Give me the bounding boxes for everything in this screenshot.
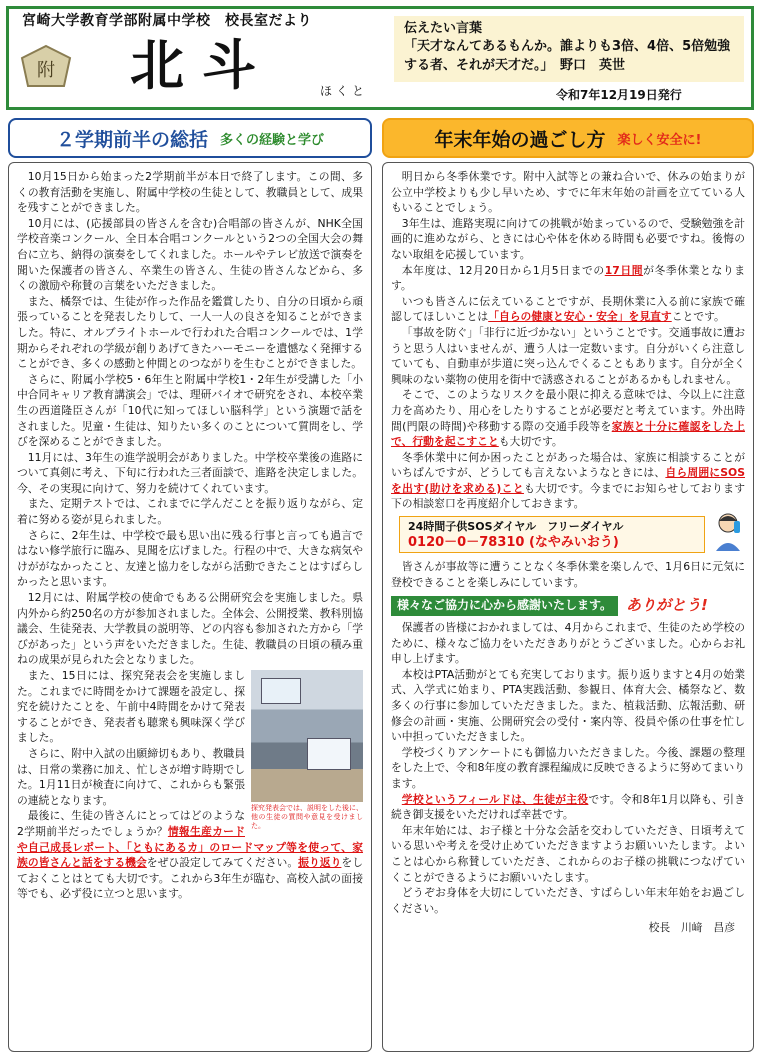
paragraph: 12月には、附属学校の使命でもある公開研究会を実施しました。県内外から約250名の方が参加されました。全体会、公開授業、教科別協議会、生徒発表、大学教員の説明等、どの内容も参加された方から「学びがあった」という声をいただきました。生徒、教職員の日頃の積み重ねの成果が見られた会となりました。 — [17, 591, 363, 667]
paragraph: また、15日には、探究発表会を実施しました。これまでに時間をかけて課題を設定し、探究を続けたことを、午前中4時間をかけて発表することができ、発表者も聴衆も興味深く学びました。 — [17, 669, 245, 745]
text-run: も大切です。今までにお知らせしております下の相談窓口を再度紹介しておきます。 — [391, 481, 746, 511]
quote-title: 伝えたい言葉 — [404, 21, 483, 36]
paragraph: 3年生は、進路実現に向けての挑戦が始まっているので、受験勉強を計画的に進めながら、ときには心や体を休める時間も必要ですね。後悔のない取組を応援しています。 — [391, 216, 745, 261]
text-run: が冬季休業となります。 — [391, 263, 746, 293]
highlight-text: 振り返り — [298, 856, 342, 870]
logo-reading: ほくと — [320, 84, 369, 98]
left-section-subtitle: 多くの経験と学び — [220, 132, 325, 148]
signature: 校長 川﨑 昌彦 — [648, 921, 735, 935]
highlight-text: 17日間 — [604, 263, 644, 277]
text-run: 最後に、生徒の皆さんにとってはどのような2学期前半だったでしょうか？ — [17, 809, 245, 838]
paragraph — [391, 792, 745, 823]
thanks-header — [391, 596, 745, 616]
right-section-header — [382, 118, 754, 158]
school-name: 宮崎大学教育学部附属中学校 校長室だより — [22, 13, 312, 29]
school-emblem-icon — [20, 44, 72, 90]
right-section-title: 年末年始の過ごし方 — [434, 128, 606, 151]
photo-screen — [307, 738, 351, 770]
quote-text: 「天才なんてあるもんか。誰よりも3倍、4倍、5倍勉強する者、それが天才だ。」 野口 英世 — [404, 39, 731, 73]
text-run: 本年度は、12月20日から1月5日までの — [401, 263, 605, 277]
paragraph: 本校はPTA活動がとても充実しております。振り返りますと4月の始業式、入学式に始まり、PTA実践活動、参観日、体育大会、橘祭など、数多くの行事に参加していただきました。また、植栽活動、広報活動、研修会の計画・実施、公開研究会の受付・案内等、役員や係の仕事を忙しい中担っていただきました。 — [391, 667, 745, 744]
text-run: そこで、このようなリスクを最小限に抑える意味では、今以上に注意力を高めたり、用心をしたりすることが必要だと考えています。外出時間(門限の時間)や移動する際の交通手段等を — [391, 388, 745, 433]
thanks-arigato: ありがとう! — [626, 596, 708, 615]
right-section-subtitle: 楽しく安全に! — [617, 132, 702, 148]
left-column — [8, 162, 372, 1052]
paragraph — [391, 450, 745, 512]
thanks-title: 様々なご協力に心から感謝いたします。 — [391, 596, 618, 616]
paragraph: さらに、附属小学校5・6年生と附属中学校1・2年生が受講した「小中合同キャリア教育講演会」では、理研バイオで研究をされ、本校卒業生の西道隆臣さんが「10代に知ってほしい脳科学」という演題で話をされました。児童・生徒は、知りたい多くのことについて質問をし、学びを深めることができました。 — [17, 372, 363, 449]
paragraph: 学校づくりアンケートにも御協力いただきました。今後、課題の整理をした上で、令和8年度の教育課程編成に反映できるように努めてまいります。 — [391, 745, 745, 790]
issue-date: 令和7年12月19日発行 — [556, 88, 682, 102]
paragraph: さらに、附中入試の出願締切もあり、教職員は、日常の業務に加え、忙しさが増す時期でした。1月11日が検査に向けて、これからも緊張の連続となります。 — [17, 746, 245, 807]
paragraph — [391, 294, 745, 325]
emblem-text: 附 — [37, 60, 55, 81]
presentation-photo — [251, 670, 363, 802]
text-run: をしておくことはとても大切です。これから3年生が臨む、高校入試の面接等でも、必ず役に立つと思います。 — [17, 856, 364, 901]
text-run: です。令和8年1月以降も、引き続き御支援をいただければ幸甚です。 — [391, 792, 745, 822]
paragraph: 10月には、(応援部員の皆さんを含む)合唱部の皆さんが、NHK全国学校音楽コンクール、全日本合唱コンクールという2つの全国大会の舞台に立ち、納得の演奏をしてくれました。ホールやテレビ放送で演奏を聞いた保護者の皆さん、卒業生の皆さん、生徒の皆さんなどから、多くの激励や称賛の言葉をいただきました。 — [17, 216, 363, 293]
paragraph: 11月には、3年生の進学説明会がありました。中学校卒業後の進路について真剣に考え、下旬に行われた三者面談で、進路を決定しました。今、その実現に向けて、努力を続けてくれています。 — [17, 450, 363, 495]
quote-box — [394, 16, 744, 82]
paragraph: また、定期テストでは、これまでに学んだことを振り返りながら、定着に努める姿が見られました。 — [17, 497, 363, 527]
photo-screen — [261, 678, 301, 704]
left-section-header — [8, 118, 372, 158]
highlight-text: 情報生産カードや自己成長レポート、「ともにあるカ」のロードマップ等を使って、家族の皆さんと話をする機会 — [17, 824, 363, 870]
text-run: をぜひ設定してみてください。 — [146, 856, 299, 870]
text-run: いつも皆さんに伝えていることですが、長期休業に入る前に家族で確認してほしいことは — [391, 294, 745, 324]
paragraph: 10月15日から始まった2学期前半が本日で終了します。この間、多くの教育活動を実施し、附属中学校の生徒として、教職員として、成果を残すことができました。 — [17, 170, 363, 215]
highlight-text: 「自らの健康と安心・安全」を見直す — [488, 310, 672, 324]
sos-hotline-label: 24時間子供SOSダイヤル フリーダイヤル — [408, 520, 624, 534]
right-column — [382, 162, 754, 1052]
paragraph: 「事故を防ぐ」「非行に近づかない」ということです。交通事故に遭おうと思う人はいませんが、遭う人は一定数います。自分がいくら注意していても、自動車が歩道に突っ込んでくることもあります。自分が全く興味のない薬物の使用を街中で誘惑されることがあるかもしれません。 — [391, 325, 745, 386]
paragraph: 年末年始には、お子様と十分な会話を交わしていただき、日頃考えている思いや考えを受け止めていただきますようお願いいたします。よいことは心から称賛していただき、これからのお子様の挑戦につなげていくことができるようにお願いいたします。 — [391, 823, 745, 884]
sos-hotline-number: 0120－0－78310 (なやみいおう) — [408, 534, 619, 550]
paragraph: 明日から冬季休業です。附中入試等との兼ね合いで、休みの始まりが公立中学校よりも少し早いため、すでに年末年始の計画を立てている人もいることでしょう。 — [391, 170, 745, 215]
newsletter-logo: 北斗 — [130, 33, 274, 97]
paragraph: 皆さんが事故等に遭うことなく冬季休業を楽しんで、1月6日に元気に登校できることを楽しみにしています。 — [391, 560, 745, 589]
highlight-text: 家族と十分に確認をした上で、行動を起こすこと — [391, 419, 745, 449]
photo-figure — [251, 670, 363, 831]
text-run: 冬季休業中に何か困ったことがあった場合は、家族に相談することがいちばんですが、どうしても言えないようなときには、 — [391, 450, 745, 480]
phone-person-icon — [712, 511, 744, 551]
paragraph: どうぞお身体を大切にしていただき、すばらしい年末年始をお過ごしください。 — [391, 886, 745, 915]
left-section-title: ２学期前半の総括 — [55, 128, 208, 151]
paragraph: 保護者の皆様におかれましては、4月からこれまで、生徒のため学校のために、様々なご協力をいただきありがとうございました。心からお礼申し上げます。 — [391, 621, 745, 666]
highlight-text: 自ら周囲にSOSを出す(助けを求める)こと — [391, 466, 745, 495]
paragraph — [391, 387, 745, 449]
photo-caption: 探究発表会では、説明をした後に、他の生徒の質問や意見を受けました。 — [251, 804, 363, 830]
highlight-text: 学校というフィールドは、生徒が主役 — [401, 792, 589, 806]
paragraph — [391, 263, 745, 294]
paragraph: さらに、2年生は、中学校で最も思い出に残る行事と言っても過言ではない修学旅行に臨み、見聞を広げました。行程の中で、大きな病気やけががなかったこと、友達と協力をしながら活動できたことはすばらしかったと思います。 — [17, 528, 363, 589]
text-run: も大切です。 — [498, 435, 563, 449]
text-run: ことです。 — [671, 310, 725, 324]
sos-hotline-box — [399, 516, 705, 553]
paragraph: また、橘祭では、生徒が作った作品を鑑賞したり、自分の日頃から頑張っていることを発表したりして、一人一人の良さを知ることができました。特に、オルブライトホールで行われた合唱コンクールでは、1学期からそれぞれの学級が創りあげてきたハーモニーを遺憾なく発揮することができ、多くの感動と仲間とのつながりを生むことができました。 — [17, 294, 363, 371]
